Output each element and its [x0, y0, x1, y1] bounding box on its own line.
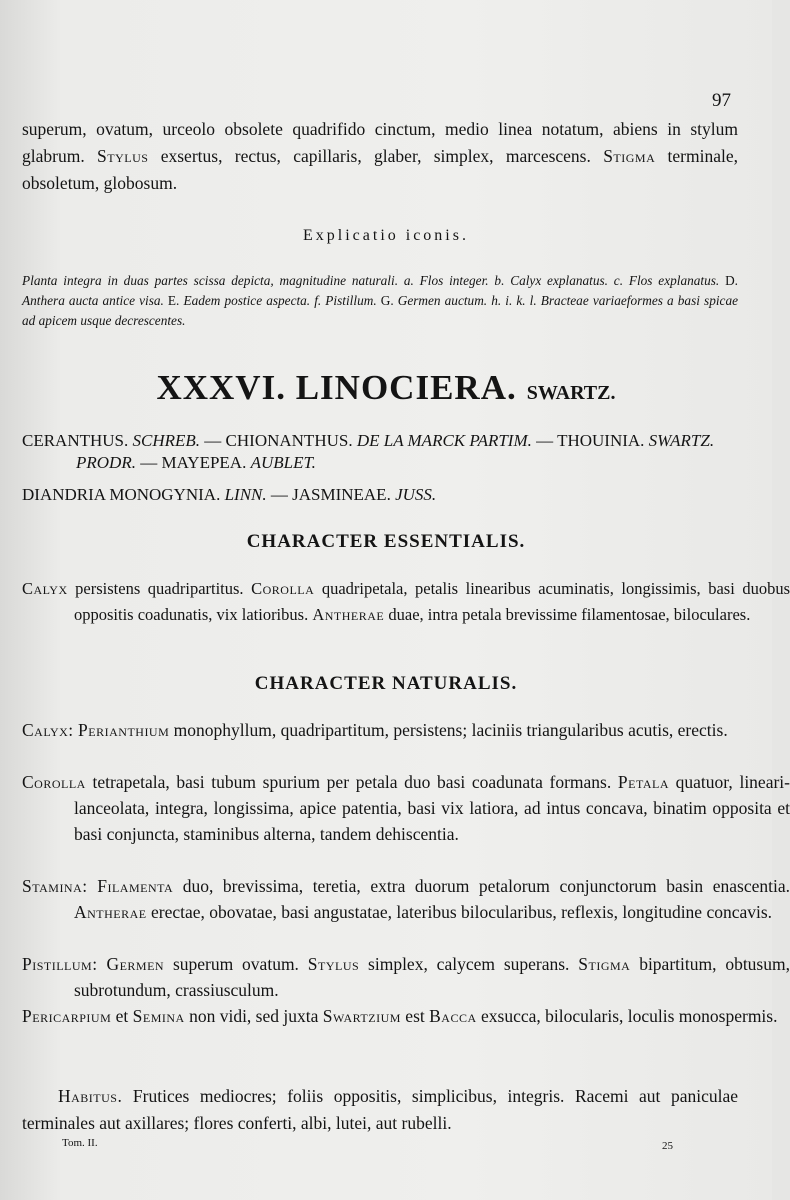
volume-mark: Tom. II. — [62, 1137, 98, 1149]
top-paragraph: superum, ovatum, urceolo obsolete quadrifido cinctum, medio linea notatum, abiens in stylum glabrum. Stylus exsertus, rectus, capillaris, glaber, simplex, marcescens. Stigma terminale, obsoletum, globosum. — [22, 119, 739, 193]
naturalis-pericarpium: Pericarpium et Semina non vidi, sed juxta Swartzium est Bacca exsucca, bilocularis, loculis monospermis. — [22, 1006, 778, 1026]
habitus-paragraph: Habitus. Frutices mediocres; foliis oppositis, simplicibus, integris. Racemi aut paniculae terminales aut axillares; flores conferti, albi, lutei, aut rubelli. — [22, 1086, 738, 1133]
signature-mark: 25 — [662, 1140, 673, 1152]
explicatio-title: Explicatio iconis. — [303, 227, 469, 244]
genus-author: SWARTZ. — [526, 382, 616, 404]
page-number: 97 — [712, 90, 731, 111]
genus-name: XXXVI. LINOCIERA. — [156, 368, 517, 407]
synonyms-line-1: CERANTHUS. SCHREB. — CHIONANTHUS. DE LA MARCK PARTIM. — THOUINIA. SWARTZ. PRODR. — MAYEPEA. AUBLET. — [22, 431, 715, 472]
naturalis-stamina: Stamina: Filamenta duo, brevissima, teretia, extra duorum petalorum conjunctorum basin enascentia. Antherae erectae, obovatae, basi angustatae, lateribus bilocularibus, reflexis, longitudine concavis. — [22, 876, 790, 922]
heading-naturalis: CHARACTER NATURALIS. — [254, 673, 518, 694]
naturalis-pistillum: Pistillum: Germen superum ovatum. Stylus simplex, calycem superans. Stigma bipartitum, obtusum, subrotundum, crassiusculum. — [22, 954, 790, 1000]
synonyms-line-2: DIANDRIA MONOGYNIA. LINN. — JASMINEAE. JUSS. — [22, 485, 437, 504]
naturalis-corolla: Corolla tetrapetala, basi tubum spurium per petala duo basi coadunata formans. Petala quatuor, lineari-lanceolata, integra, longissima, apice patentia, basi vix latiora, ad intus concava, binatim opposita et basi conjuncta, staminibus alterna, tandem dehiscentia. — [22, 772, 790, 844]
essentialis-text: Calyx persistens quadripartitus. Corolla quadripetala, petalis linearibus acuminatis, longissimis, basi duobus oppositis coadunatis, vix latioribus. Antherae duae, intra petala brevissime filamentosae, biloculares. — [22, 579, 790, 624]
explicatio-text: Planta integra in duas partes scissa depicta, magnitudine naturali. a. Flos integer. b. Calyx explanatus. c. Flos explanatus. D. Anthera aucta antice visa. E. Eadem postice aspecta. f. Pistillum. G. Germen auctum. h. i. k. l. Bracteae variaeformes a basi spicae ad apicem usque decrescentes. — [22, 273, 738, 328]
genus-heading — [0, 368, 772, 408]
heading-essentialis: CHARACTER ESSENTIALIS. — [246, 531, 526, 552]
naturalis-calyx: Calyx: Perianthium monophyllum, quadripartitum, persistens; laciniis triangularibus acutis, erectis. — [22, 720, 728, 740]
